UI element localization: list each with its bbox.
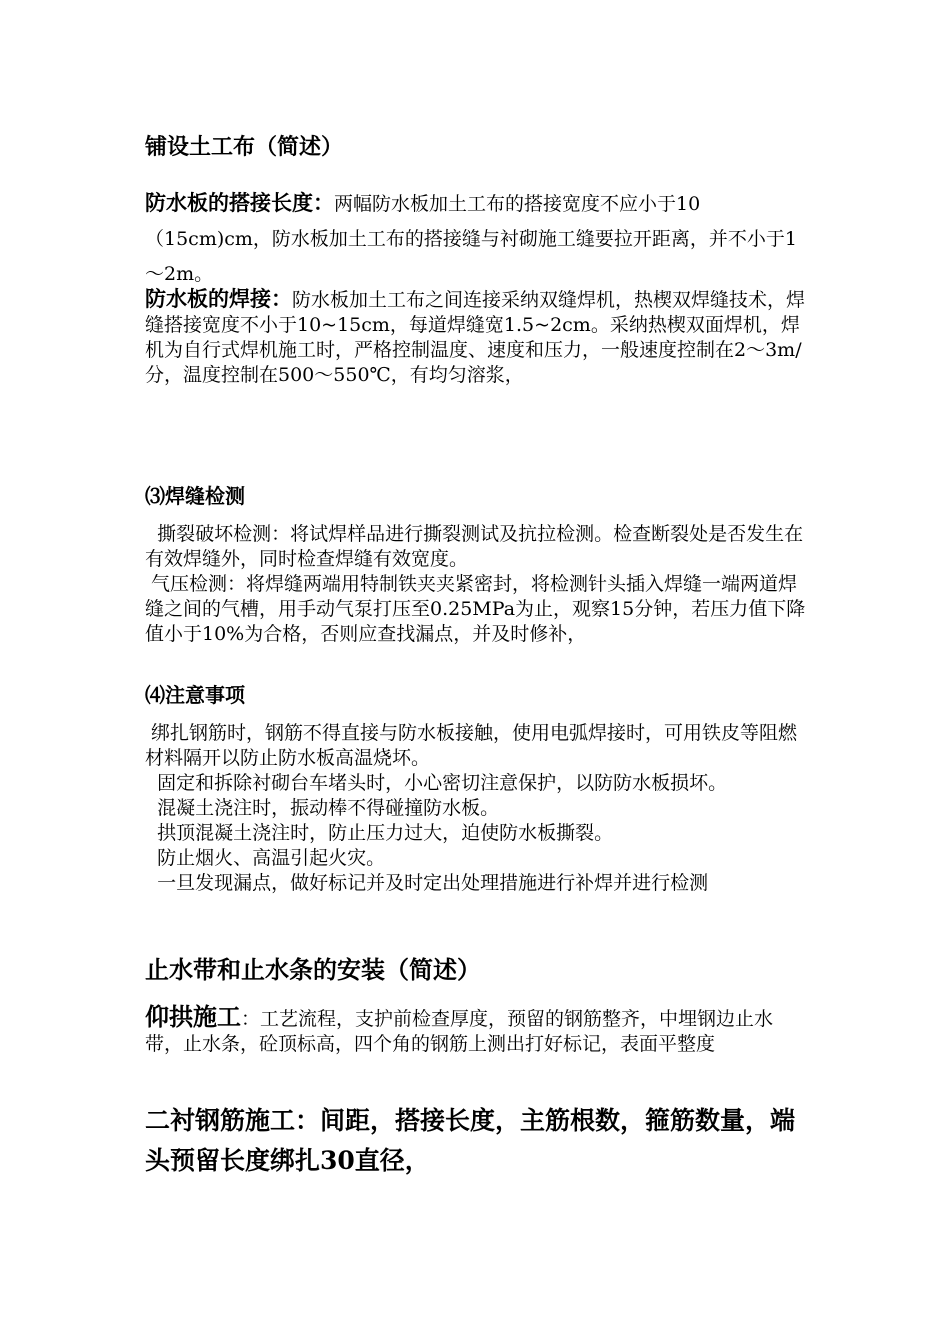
paragraph-invert (145, 1005, 810, 1057)
list-item: 防止烟火、高温引起火灾。 (145, 847, 386, 869)
paragraph-text: 防水板加土工布之间连接采纳双缝焊机，热楔双焊缝技术，焊缝搭接宽度不小于10~15cm，每道焊缝宽1.5~2cm。采纳热楔双面焊机，焊机为自行式焊机施工时，严格控制温度、速度和压力，一般速度控制在2～3m/分，温度控制在500～550℃，有均匀溶浆， (145, 289, 806, 386)
paragraph-pressure-test: 气压检测：将焊缝两端用特制铁夹夹紧密封，将检测针头插入焊缝一端两道焊缝之间的气槽，用手动气泵打压至0.25MPa为止，观察15分钟，若压力值下降值小于10%为合格，否则应查找漏点，并及时修补， (145, 573, 806, 645)
paragraph-rebar: 二衬钢筋施工：间距，搭接长度，主筋根数，箍筋数量，端头预留长度绑扎30直径， (145, 1106, 796, 1175)
heading-precautions: ⑷注意事项 (145, 683, 245, 707)
list-item: 固定和拆除衬砌台车堵头时，小心密切注意保护，以防防水板损坏。 (145, 772, 728, 794)
heading-geotextile: 铺设土工布（简述） (145, 135, 344, 160)
list-item: 绑扎钢筋时，钢筋不得直接与防水板接触，使用电弧焊接时，可用铁皮等阻燃材料隔开以防止防水板高温烧坏。 (145, 722, 798, 769)
list-item: 一旦发现漏点，做好标记并及时定出处理措施进行补焊并进行检测 (145, 872, 709, 894)
paragraph-lead: 仰拱施工 (145, 1003, 241, 1031)
paragraph-welding (145, 287, 810, 388)
paragraph-text: ：工艺流程，支护前检查厚度，预留的钢筋整齐，中埋钢边止水带，止水条，砼顶标高，四个角的钢筋上测出打好标记，表面平整度 (145, 1008, 774, 1055)
paragraph-text: 两幅防水板加土工布的搭接宽度不应小于10（15cm)cm，防水板加土工布的搭接缝与衬砌施工缝要拉开距离，并不小于1～2m。 (145, 193, 797, 285)
paragraph-tear-test: 撕裂破坏检测：将试焊样品进行撕裂测试及抗拉检测。检查断裂处是否发生在有效焊缝外，同时检查焊缝有效宽度。 (145, 523, 804, 570)
precautions-list (145, 721, 810, 896)
list-item: 混凝土浇注时，振动棒不得碰撞防水板。 (145, 797, 500, 819)
heading-weld-test: ⑶焊缝检测 (145, 484, 245, 508)
heading-waterstop: 止水带和止水条的安装（简述） (145, 956, 481, 984)
list-item: 拱顶混凝土浇注时，防止压力过大，迫使防水板撕裂。 (145, 822, 614, 844)
paragraph-lead: 防水板的搭接长度： (145, 191, 334, 215)
paragraph-lead: 防水板的焊接： (145, 287, 292, 311)
paragraph-overlap-length (145, 187, 810, 292)
